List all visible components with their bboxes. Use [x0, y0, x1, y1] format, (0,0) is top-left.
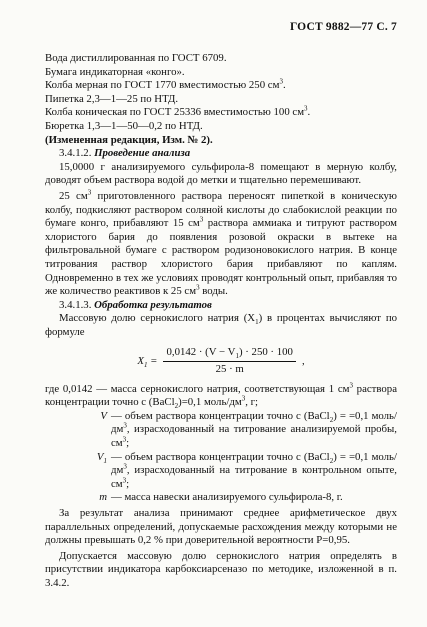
- definition-v: V — объем раствора концентрации точно с (BaCl$_2$) = =0,1 моль/$дм^3$, израсходованный на титрование анализируемой пробы, $см^3$;: [100, 409, 397, 450]
- definition-m: m — масса навески анализируемого сульфирола-8, г.: [99, 491, 343, 504]
- formula-lhs: $X_1$ =: [137, 354, 158, 369]
- definition-constant: где 0,0142 — масса сернокислого натрия, соответствующая 1 $см^3$ раствора концентрации точно с (BaCl$_2$)=0,1 моль/$дм^3$, г;: [45, 381, 397, 411]
- page-header: ГОСТ 9882—77 С. 7: [289, 21, 397, 33]
- reagent-line: Колба коническая по ГОСТ 25336 вместимостью 100 $см^3$.: [45, 104, 311, 119]
- formula-numerator: $0,0142 \cdot (V - V_1) \cdot 250 \cdot 100$: [163, 346, 295, 362]
- variable-definitions: [45, 383, 397, 505]
- paragraph-formula-intro: Массовую долю сернокислого натрия $(X_1)$ в процентах вычисляют по формуле: [45, 312, 397, 338]
- section-heading-3412: 3.4.1.2. Проведение анализа: [59, 147, 191, 160]
- definition-v1: $V_1$ — объем раствора концентрации точно с (BaCl$_2$) = =0,1 моль/$дм^3$, израсходованный на титрование в контрольном опыте, $см^3$;: [96, 450, 397, 490]
- reagent-line: Вода дистиллированная по ГОСТ 6709.: [45, 52, 227, 64]
- section-heading-3413: 3.4.1.3. Обработка результатов: [59, 298, 212, 311]
- reagent-line: Бюретка 1,3—1—50—0,2 по НТД.: [45, 119, 203, 132]
- formula: $X_1$ = $\frac{0,0142 \cdot (V - V_1) \cdot 250 \cdot 100}{25 \cdot m}$ ,: [137, 346, 305, 376]
- amendment-note: (Измененная редакция, Изм. № 2).: [45, 133, 213, 146]
- formula-denominator: 25 · m: [215, 363, 244, 376]
- paragraph-result: За результат анализа принимают среднее арифметическое двух параллельных определений, допускаемые расхождения между которыми не должны превышать 0,2 % при доверительной вероятности Р=0,95.: [45, 507, 397, 547]
- paragraph-alternative: Допускается массовую долю сернокислого натрия определять в присутствии индикатора карбоксиарсеназо по методике, изложенной в п. 3.4.2.: [45, 549, 397, 589]
- paragraph-titration: 25 $см^3$ приготовленного раствора переносят пипеткой в коническую колбу, подкисляют раствором соляной кислоты до слабокислой реакции по бумаге конго, прибавляют 15 $см^3$ раствора аммиака и титруют раствором хлористого бария до появления розовой окраски в вытеке на фильтровальной бумаге с раствором родизоновокислого натрия. В конце титрования раствор хлористого бария прибавляют по каплям. Одновременно в тех же условиях проводят контрольный опыт, прибавляя то же количество реактивов к 25 $см^3$ воды.: [45, 188, 398, 298]
- page-content: [45, 52, 397, 591]
- paragraph-sample-prep: 15,0000 г анализируемого сульфирола-8 помещают в мерную колбу, доводят объем раствора водой до метки и тщательно перемешивают.: [45, 160, 397, 187]
- reagent-line: Колба мерная по ГОСТ 1770 вместимостью 250 $см^3$.: [45, 77, 286, 92]
- reagent-line: Бумага индикаторная «конго».: [45, 65, 185, 78]
- formula-fraction: [163, 346, 295, 376]
- reagent-line: Пипетка 2,3—1—25 по НТД.: [45, 92, 179, 105]
